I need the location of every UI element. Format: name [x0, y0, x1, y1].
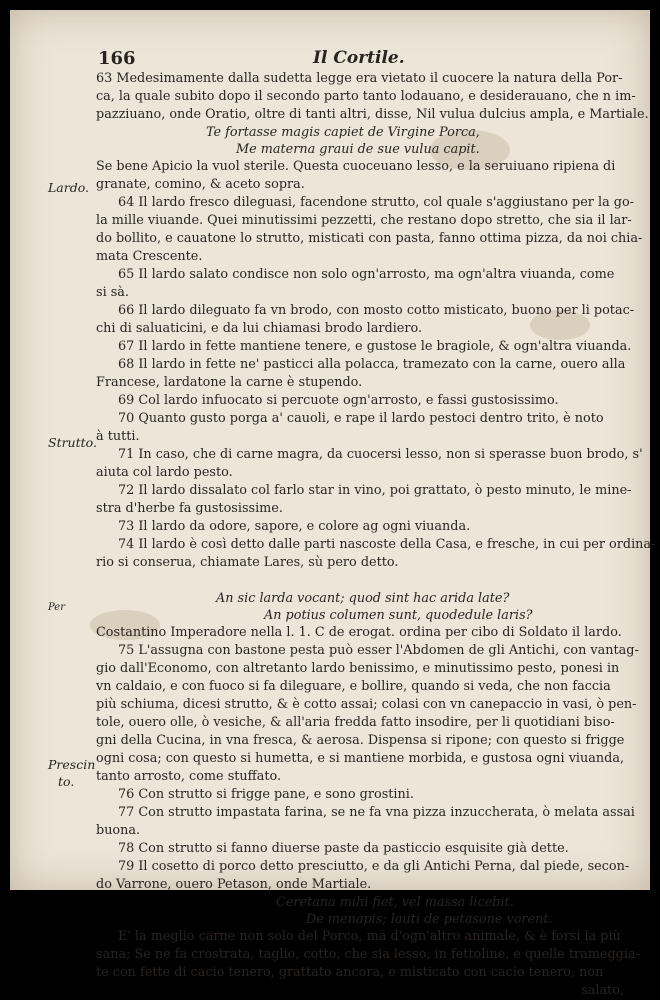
text-line: la mille viuande. Quei minutissimi pezzetti, che restano dopo stretto, che sia il lar- [96, 213, 632, 228]
text-line: gio dall'Economo, con altretanto lardo benissimo, e minutissimo pesto, ponesi in [96, 661, 620, 676]
text-line: chi di saluaticini, e da lui chiamasi brodo lardiero. [96, 321, 423, 336]
text-line: sana; Se ne fa crostrata, taglio, cotto, che sia lesso, in fettoline, e quelle trameggia- [96, 947, 640, 962]
text-line: gni della Cucina, in vna fresca, & aerosa. Dispensa si ripone; con questo si frigge [96, 733, 625, 748]
page-header [98, 48, 620, 70]
text-line: pazziuano, onde Oratio, oltre di tanti altri, disse, Nil vulua dulcius ampla, e Martiale. [96, 107, 649, 122]
text-line: stra d'herbe fa gustosissime. [96, 501, 283, 516]
verse-line: Te fortasse magis capiet de Virgine Porca, [206, 125, 480, 140]
text-line: 63 Medesimamente dalla sudetta legge era vietato il cuocere la natura della Por- [96, 71, 623, 86]
text-line: più schiuma, dicesi strutto, & è cotto assai; colasi con vn canepaccio in vasi, ò pen- [96, 697, 637, 712]
text-line: 67 Il lardo in fette mantiene tenere, e gustose le bragiole, & ogn'altra viuanda. [118, 339, 632, 354]
margin-note-strutto: Strutto. [48, 435, 97, 450]
text-line: 76 Con strutto si frigge pane, e sono grostini. [118, 787, 414, 802]
margin-note-per: Per [48, 602, 65, 613]
text-line: 69 Col lardo infuocato si percuote ogn'arrosto, e fassi gustosissimo. [118, 393, 559, 408]
text-line: Se bene Apicio la vuol sterile. Questa cuoceuano lesso, e la seruiuano ripiena di [96, 159, 616, 174]
verse-line: De menapis; lauti de petasone vorent. [306, 912, 553, 927]
text-line: granate, comino, & aceto sopra. [96, 177, 305, 192]
text-line: vn caldaio, e con fuoco si fa dileguare, e bollire, quando si veda, che non faccia [96, 679, 611, 694]
text-line: 68 Il lardo in fette ne' pasticci alla polacca, tramezato con la carne, ouero alla [118, 357, 626, 372]
text-line: 74 Il lardo è così detto dalle parti nascoste della Casa, e fresche, in cui per ordina- [118, 537, 656, 552]
verse-line: Ceretana mihi fiet, vel massa licebit. [276, 895, 514, 910]
text-line: te con fette di cacio tenero, grattato ancora, e misticato con cacio tenero, non [96, 965, 604, 980]
text-line: salato, [581, 983, 624, 998]
text-line: 66 Il lardo dileguato fa vn brodo, con mosto cotto misticato, buono per li potac- [118, 303, 635, 318]
book-page [10, 10, 656, 998]
text-line: 75 L'assugna con bastone pesta può esser l'Abdomen de gli Antichi, con vantag- [118, 643, 639, 658]
text-line: rio si conserua, chiamate Lares, sù pero detto. [96, 555, 399, 570]
text-line: 64 Il lardo fresco dileguasi, facendone strutto, col quale s'aggiustano per la go- [118, 195, 635, 210]
text-line: 79 Il cosetto di porco detto presciutto, e da gli Antichi Perna, dal piede, secon- [118, 859, 630, 874]
margin-note-lardo: Lardo. [48, 180, 90, 195]
text-line: 78 Con strutto si fanno diuerse paste da pasticcio esquisite già dette. [118, 841, 569, 856]
text-line: tole, ouero olle, ò vesiche, & all'aria fredda fatto insodire, per li quotidiani biso- [96, 715, 615, 730]
text-line: tanto arrosto, come stuffato. [96, 769, 282, 784]
text-line: 72 Il lardo dissalato col farlo star in vino, poi grattato, ò pesto minuto, le mine- [118, 483, 632, 498]
text-line: 70 Quanto gusto porga a' cauoli, e rape il lardo pestoci dentro trito, è noto [118, 411, 604, 426]
text-line: aiuta col lardo pesto. [96, 465, 233, 480]
running-title: Il Cortile. [313, 48, 405, 68]
text-line: buona. [96, 823, 141, 838]
text-line: 73 Il lardo da odore, sapore, e colore ag ogni viuanda. [118, 519, 471, 534]
text-line: 71 In caso, che di carne magra, da cuocersi lesso, non si sperasse buon brodo, s' [118, 447, 643, 462]
text-line: mata Crescente. [96, 249, 203, 264]
margin-note-prescitto-cont: to. [58, 774, 75, 789]
margin-note-prescitto: Prescin [48, 757, 96, 772]
text-line: ogni cosa; con questo si humetta, e si mantiene morbida, e gustosa ogni viuanda, [96, 751, 625, 766]
text-line: 77 Con strutto impastata farina, se ne fa vna pizza inzuccherata, ò melata assai [118, 805, 635, 820]
page-number: 166 [98, 48, 136, 69]
text-line: Francese, lardatone la carne è stupendo. [96, 375, 363, 390]
text-line: ca, la quale subito dopo il secondo parto tanto lodauano, e desiderauano, che n im- [96, 89, 636, 104]
text-line: 65 Il lardo salato condisce non solo ogn'arrosto, ma ogn'altra viuanda, come [118, 267, 615, 282]
text-line: do Varrone, ouero Petason, onde Martiale. [96, 877, 372, 892]
text-line: E' la meglio carne non solo del Porco, ma d'ogn'altro animale, & è forsi la più [118, 929, 621, 944]
verse-line: An sic larda vocant; quod sint hac arida late? [216, 591, 510, 606]
page-body [96, 70, 656, 1000]
verse-line: An potius columen sunt, quodedule laris? [264, 608, 533, 623]
text-line: do bollito, e cauatone lo strutto, misticati con pasta, fanno ottima pizza, da noi chia- [96, 231, 643, 246]
text-line: si sà. [96, 285, 129, 300]
text-line: Costantino Imperadore nella l. 1. C de erogat. ordina per cibo di Soldato il lardo. [96, 625, 622, 640]
text-line: à tutti. [96, 429, 140, 444]
verse-line: Me materna graui de sue vulua capit. [236, 142, 480, 157]
spacer [96, 572, 624, 590]
